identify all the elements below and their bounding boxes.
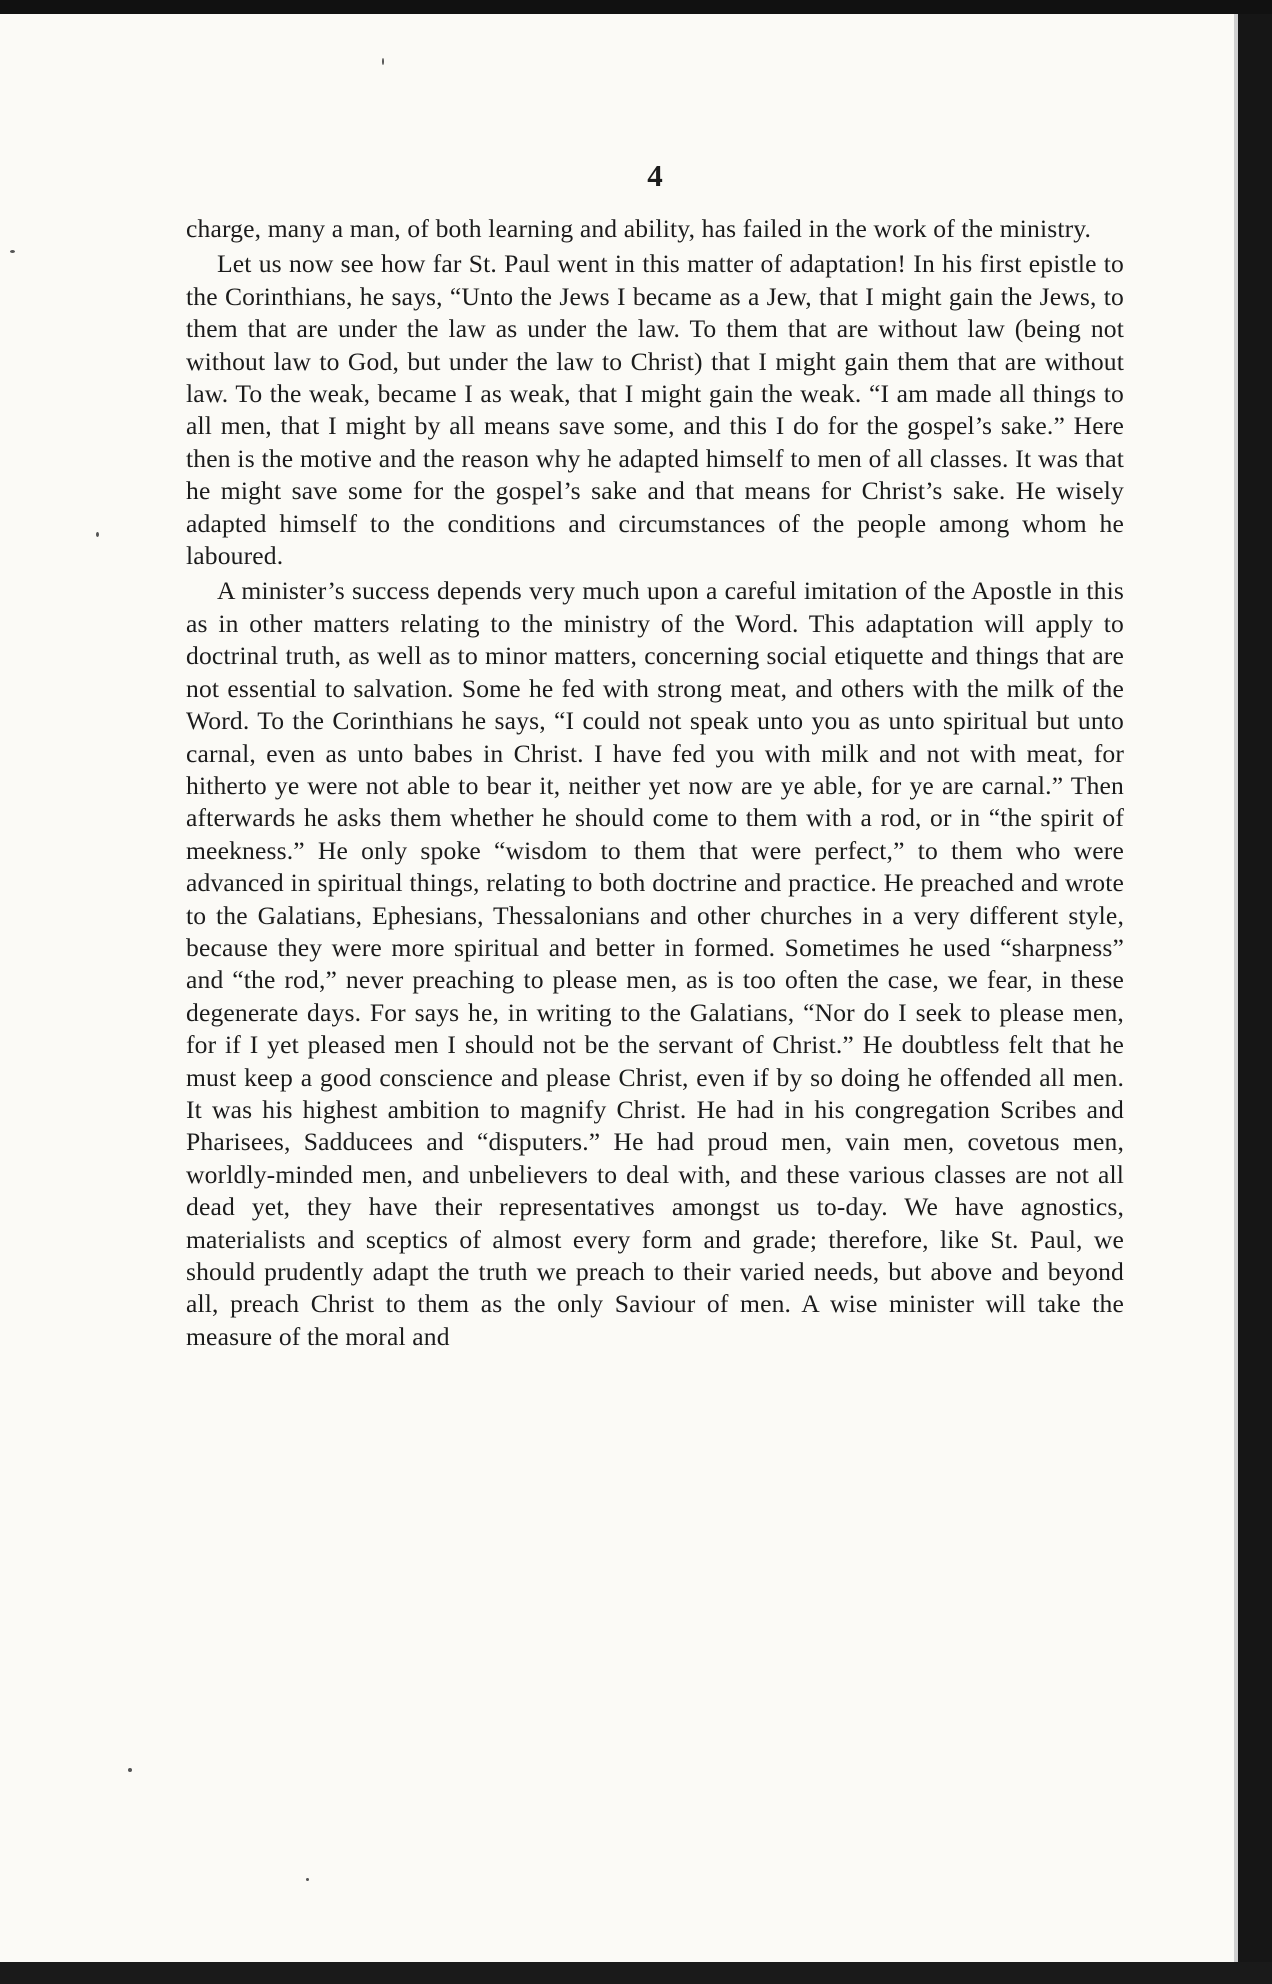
- scan-speck: [96, 532, 99, 537]
- scan-border-right: [1238, 14, 1272, 1962]
- scan-border-top: [0, 0, 1272, 14]
- scan-speck: [10, 250, 15, 253]
- scan-speck: [306, 1878, 309, 1881]
- scan-speck: [128, 1768, 132, 1772]
- paragraph-1: charge, many a man, of both learning and ability, has failed in the work of the ministry.: [186, 214, 1092, 243]
- paragraph-3: A minister’s success depends very much upon a careful imitation of the Apostle in this as in other matters relating to the ministry of the Word. This adaptation will apply to doctrinal truth, as well as to minor matters, concerning social etiquette and things that are not essential to salvation. Some he fed with strong meat, and others with the milk of the Word. To the Corinthians he says, “I could not speak unto you as unto spiritual but unto carnal, even as unto babes in Christ. I have fed you with milk and not with meat, for hitherto ye were not able to bear it, neither yet now are ye able, for ye are carnal.” Then afterwards he asks them whether he should come to them with a rod, or in “the spirit of meekness.” He only spoke “wisdom to them that were perfect,” to them who were advanced in spiritual things, relating to both doctrine and practice. He preached and wrote to the Galatians, Ephesians, Thessalonians and other churches in a very different style, because they were more spiritual and better in formed. Sometimes he used “sharpness” and “the rod,” never preaching to please men, as is too often the case, we fear, in these degenerate days. For says he, in writing to the Galatians, “Nor do I seek to please men, for if I yet pleased men I should not be the servant of Christ.” He doubtless felt that he must keep a good conscience and please Christ, even if by so doing he offended all men. It was his highest ambition to magnify Christ. He had in his congregation Scribes and Pharisees, Sadducees and “disputers.” He had proud men, vain men, covetous men, worldly-minded men, and unbelievers to deal with, and these various classes are not all dead yet, they have their representatives amongst us to-day. We have agnostics, materialists and sceptics of almost every form and grade; therefore, like St. Paul, we should prudently adapt the truth we preach to their varied needs, but above and beyond all, preach Christ to them as the only Saviour of men. A wise minister will take the measure of the moral and: [186, 576, 1124, 1351]
- paragraph-2: Let us now see how far St. Paul went in this matter of adaptation! In his first epistle to the Corinthians, he says, “Unto the Jews I became as a Jew, that I might gain the Jews, to them that are under the law as under the law. To them that are without law (being not without law to God, but under the law to Christ) that I might gain them that are without law. To the weak, became I as weak, that I might gain the weak. “I am made all things to all men, that I might by all means save some, and this I do for the gospel’s sake.” Here then is the motive and the reason why he adapted himself to men of all classes. It was that he might save some for the gospel’s sake and that means for Christ’s sake. He wisely adapted himself to the conditions and circumstances of the people among whom he laboured.: [186, 249, 1124, 571]
- page-content: [186, 160, 1124, 1353]
- scan-border-bottom: [0, 1962, 1272, 1984]
- scan-speck: [382, 58, 384, 65]
- page-number: 4: [647, 158, 663, 193]
